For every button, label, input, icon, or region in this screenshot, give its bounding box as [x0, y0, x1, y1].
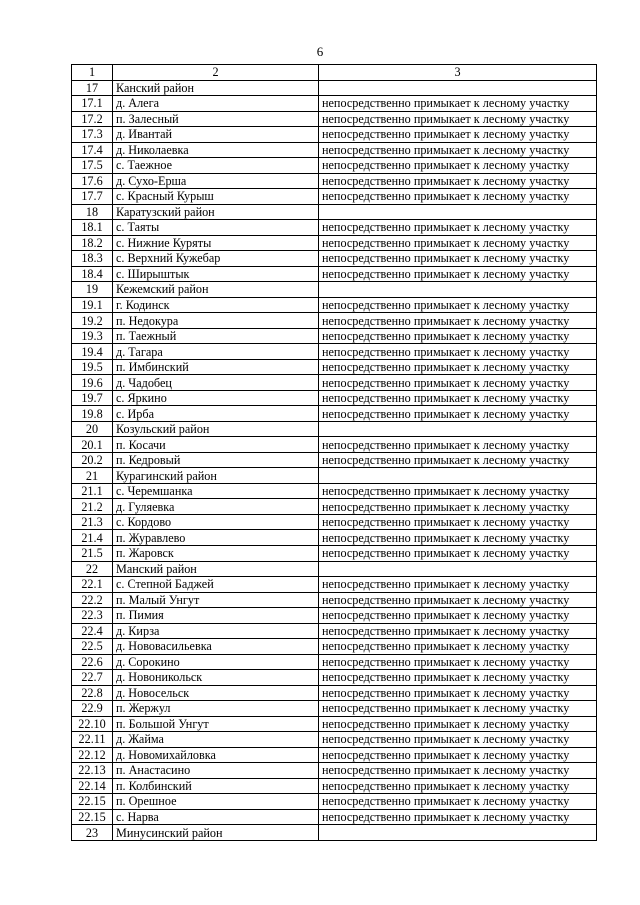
row-status: непосредственно примыкает к лесному участку	[319, 375, 597, 391]
row-number: 20.1	[72, 437, 113, 453]
row-number: 22.15	[72, 809, 113, 825]
row-status: непосредственно примыкает к лесному участку	[319, 577, 597, 593]
row-number: 17.4	[72, 142, 113, 158]
district-row	[72, 204, 597, 220]
table-row	[72, 592, 597, 608]
district-row	[72, 80, 597, 96]
row-name: с. Красный Курыш	[113, 189, 319, 205]
row-status: непосредственно примыкает к лесному участку	[319, 809, 597, 825]
row-status: непосредственно примыкает к лесному участку	[319, 623, 597, 639]
row-status: непосредственно примыкает к лесному участку	[319, 778, 597, 794]
row-name: д. Новосельск	[113, 685, 319, 701]
table-row	[72, 127, 597, 143]
row-number: 17.2	[72, 111, 113, 127]
row-name: д. Тагара	[113, 344, 319, 360]
row-number: 20.2	[72, 452, 113, 468]
row-name: д. Новомихайловка	[113, 747, 319, 763]
row-name: д. Сорокино	[113, 654, 319, 670]
row-name: с. Нарва	[113, 809, 319, 825]
row-status: непосредственно примыкает к лесному участку	[319, 359, 597, 375]
row-number: 22.15	[72, 794, 113, 810]
row-name: д. Нововасильевка	[113, 639, 319, 655]
row-number: 18.2	[72, 235, 113, 251]
row-number: 19.7	[72, 390, 113, 406]
row-name: п. Малый Унгут	[113, 592, 319, 608]
row-number: 17.7	[72, 189, 113, 205]
row-status: непосредственно примыкает к лесному участку	[319, 173, 597, 189]
table-row	[72, 437, 597, 453]
district-row	[72, 468, 597, 484]
table-row	[72, 111, 597, 127]
table-row	[72, 344, 597, 360]
row-number: 23	[72, 825, 113, 841]
row-status: непосредственно примыкает к лесному участку	[319, 251, 597, 267]
row-number: 19.4	[72, 344, 113, 360]
table-row	[72, 406, 597, 422]
district-row	[72, 825, 597, 841]
row-number: 17.6	[72, 173, 113, 189]
row-status: непосредственно примыкает к лесному участку	[319, 158, 597, 174]
row-number: 20	[72, 421, 113, 437]
table-row	[72, 623, 597, 639]
table-row	[72, 639, 597, 655]
table-row	[72, 716, 597, 732]
row-number: 22.12	[72, 747, 113, 763]
table-row	[72, 313, 597, 329]
table-row	[72, 158, 597, 174]
row-status: непосредственно примыкает к лесному участку	[319, 639, 597, 655]
row-status: непосредственно примыкает к лесному участку	[319, 716, 597, 732]
row-number: 21	[72, 468, 113, 484]
row-name: д. Новоникольск	[113, 670, 319, 686]
settlements-table	[71, 64, 597, 841]
table-row	[72, 235, 597, 251]
row-name: д. Алега	[113, 96, 319, 112]
row-status	[319, 825, 597, 841]
row-status: непосредственно примыкает к лесному участку	[319, 344, 597, 360]
row-status: непосредственно примыкает к лесному участку	[319, 608, 597, 624]
row-name: п. Большой Унгут	[113, 716, 319, 732]
row-number: 18.1	[72, 220, 113, 236]
row-status	[319, 282, 597, 298]
row-status: непосредственно примыкает к лесному участку	[319, 235, 597, 251]
row-status: непосредственно примыкает к лесному участку	[319, 592, 597, 608]
row-number: 17.3	[72, 127, 113, 143]
table-row	[72, 514, 597, 530]
row-name: п. Недокура	[113, 313, 319, 329]
row-number: 22.3	[72, 608, 113, 624]
column-header-status: 3	[319, 65, 597, 81]
row-name: п. Имбинский	[113, 359, 319, 375]
table-row	[72, 809, 597, 825]
row-status: непосредственно примыкает к лесному участку	[319, 530, 597, 546]
table-row	[72, 654, 597, 670]
row-number: 19.8	[72, 406, 113, 422]
row-name: с. Степной Баджей	[113, 577, 319, 593]
row-name: Канский район	[113, 80, 319, 96]
district-row	[72, 282, 597, 298]
row-name: п. Журавлево	[113, 530, 319, 546]
row-name: Курагинский район	[113, 468, 319, 484]
row-number: 22.6	[72, 654, 113, 670]
table-row	[72, 96, 597, 112]
table-row	[72, 608, 597, 624]
row-name: п. Анастасино	[113, 763, 319, 779]
table-row	[72, 189, 597, 205]
row-name: п. Косачи	[113, 437, 319, 453]
row-number: 18	[72, 204, 113, 220]
row-name: с. Верхний Кужебар	[113, 251, 319, 267]
row-status: непосредственно примыкает к лесному участку	[319, 763, 597, 779]
row-name: п. Таежный	[113, 328, 319, 344]
row-name: п. Жаровск	[113, 545, 319, 561]
row-name: с. Яркино	[113, 390, 319, 406]
table-row	[72, 670, 597, 686]
row-number: 17.5	[72, 158, 113, 174]
row-name: с. Ширыштык	[113, 266, 319, 282]
row-status: непосредственно примыкает к лесному участку	[319, 794, 597, 810]
column-header-name: 2	[113, 65, 319, 81]
row-status: непосредственно примыкает к лесному участку	[319, 266, 597, 282]
row-status: непосредственно примыкает к лесному участку	[319, 127, 597, 143]
table-row	[72, 794, 597, 810]
row-name: п. Кедровый	[113, 452, 319, 468]
row-status: непосредственно примыкает к лесному участку	[319, 297, 597, 313]
row-status: непосредственно примыкает к лесному участку	[319, 701, 597, 717]
table-row	[72, 328, 597, 344]
row-name: п. Орешное	[113, 794, 319, 810]
row-number: 17.1	[72, 96, 113, 112]
row-number: 22.10	[72, 716, 113, 732]
row-name: п. Пимия	[113, 608, 319, 624]
row-status: непосредственно примыкает к лесному участку	[319, 483, 597, 499]
table-row	[72, 297, 597, 313]
row-number: 21.5	[72, 545, 113, 561]
row-name: п. Залесный	[113, 111, 319, 127]
row-status: непосредственно примыкает к лесному участку	[319, 514, 597, 530]
row-name: д. Чадобец	[113, 375, 319, 391]
table-row	[72, 220, 597, 236]
row-status: непосредственно примыкает к лесному участку	[319, 452, 597, 468]
row-status: непосредственно примыкает к лесному участку	[319, 437, 597, 453]
table-row	[72, 545, 597, 561]
row-status: непосредственно примыкает к лесному участку	[319, 654, 597, 670]
row-name: п. Колбинский	[113, 778, 319, 794]
row-number: 19.6	[72, 375, 113, 391]
row-number: 19.2	[72, 313, 113, 329]
table-row	[72, 483, 597, 499]
table-body	[72, 80, 597, 840]
row-status	[319, 204, 597, 220]
row-status: непосредственно примыкает к лесному участку	[319, 685, 597, 701]
row-number: 22.8	[72, 685, 113, 701]
row-status: непосредственно примыкает к лесному участку	[319, 220, 597, 236]
row-status	[319, 421, 597, 437]
row-number: 22.5	[72, 639, 113, 655]
row-number: 22	[72, 561, 113, 577]
district-row	[72, 421, 597, 437]
table-row	[72, 701, 597, 717]
row-number: 22.13	[72, 763, 113, 779]
row-status: непосредственно примыкает к лесному участку	[319, 96, 597, 112]
row-name: Минусинский район	[113, 825, 319, 841]
row-name: с. Ирба	[113, 406, 319, 422]
row-status: непосредственно примыкает к лесному участку	[319, 328, 597, 344]
row-name: д. Жайма	[113, 732, 319, 748]
row-name: с. Таежное	[113, 158, 319, 174]
row-number: 22.2	[72, 592, 113, 608]
page-number: 6	[316, 44, 324, 59]
row-name: д. Кирза	[113, 623, 319, 639]
row-number: 22.7	[72, 670, 113, 686]
row-status: непосредственно примыкает к лесному участку	[319, 545, 597, 561]
row-number: 22.1	[72, 577, 113, 593]
row-number: 21.2	[72, 499, 113, 515]
row-number: 17	[72, 80, 113, 96]
table-row	[72, 173, 597, 189]
district-row	[72, 561, 597, 577]
table-row	[72, 452, 597, 468]
row-status: непосредственно примыкает к лесному участку	[319, 111, 597, 127]
row-name: с. Нижние Куряты	[113, 235, 319, 251]
table-row	[72, 577, 597, 593]
row-number: 22.4	[72, 623, 113, 639]
row-name: д. Гуляевка	[113, 499, 319, 515]
table-row	[72, 142, 597, 158]
row-number: 19.3	[72, 328, 113, 344]
row-number: 19.1	[72, 297, 113, 313]
row-name: Каратузский район	[113, 204, 319, 220]
row-name: Козульский район	[113, 421, 319, 437]
row-name: Манский район	[113, 561, 319, 577]
table-row	[72, 530, 597, 546]
row-number: 18.4	[72, 266, 113, 282]
row-status	[319, 468, 597, 484]
row-number: 21.3	[72, 514, 113, 530]
row-name: д. Николаевка	[113, 142, 319, 158]
row-status: непосредственно примыкает к лесному участку	[319, 732, 597, 748]
table-row	[72, 499, 597, 515]
table-header-row	[72, 65, 597, 81]
row-status: непосредственно примыкает к лесному участку	[319, 406, 597, 422]
row-number: 19.5	[72, 359, 113, 375]
row-status: непосредственно примыкает к лесному участку	[319, 747, 597, 763]
table-row	[72, 732, 597, 748]
row-number: 22.11	[72, 732, 113, 748]
table-row	[72, 778, 597, 794]
table-row	[72, 763, 597, 779]
row-number: 22.9	[72, 701, 113, 717]
column-header-number: 1	[72, 65, 113, 81]
row-status: непосредственно примыкает к лесному участку	[319, 313, 597, 329]
row-status	[319, 561, 597, 577]
row-name: п. Жержул	[113, 701, 319, 717]
table-row	[72, 359, 597, 375]
row-number: 22.14	[72, 778, 113, 794]
row-name: с. Черемшанка	[113, 483, 319, 499]
row-name: с. Кордово	[113, 514, 319, 530]
row-name: Кежемский район	[113, 282, 319, 298]
row-number: 19	[72, 282, 113, 298]
row-status: непосредственно примыкает к лесному участку	[319, 499, 597, 515]
row-name: д. Сухо-Ерша	[113, 173, 319, 189]
table-row	[72, 375, 597, 391]
table-row	[72, 251, 597, 267]
table-row	[72, 390, 597, 406]
row-status: непосредственно примыкает к лесному участку	[319, 390, 597, 406]
row-status	[319, 80, 597, 96]
row-name: д. Ивантай	[113, 127, 319, 143]
row-name: г. Кодинск	[113, 297, 319, 313]
row-status: непосредственно примыкает к лесному участку	[319, 670, 597, 686]
table-row	[72, 747, 597, 763]
row-number: 21.4	[72, 530, 113, 546]
row-number: 21.1	[72, 483, 113, 499]
row-number: 18.3	[72, 251, 113, 267]
row-name: с. Таяты	[113, 220, 319, 236]
row-status: непосредственно примыкает к лесному участку	[319, 142, 597, 158]
row-status: непосредственно примыкает к лесному участку	[319, 189, 597, 205]
table-row	[72, 685, 597, 701]
table-row	[72, 266, 597, 282]
